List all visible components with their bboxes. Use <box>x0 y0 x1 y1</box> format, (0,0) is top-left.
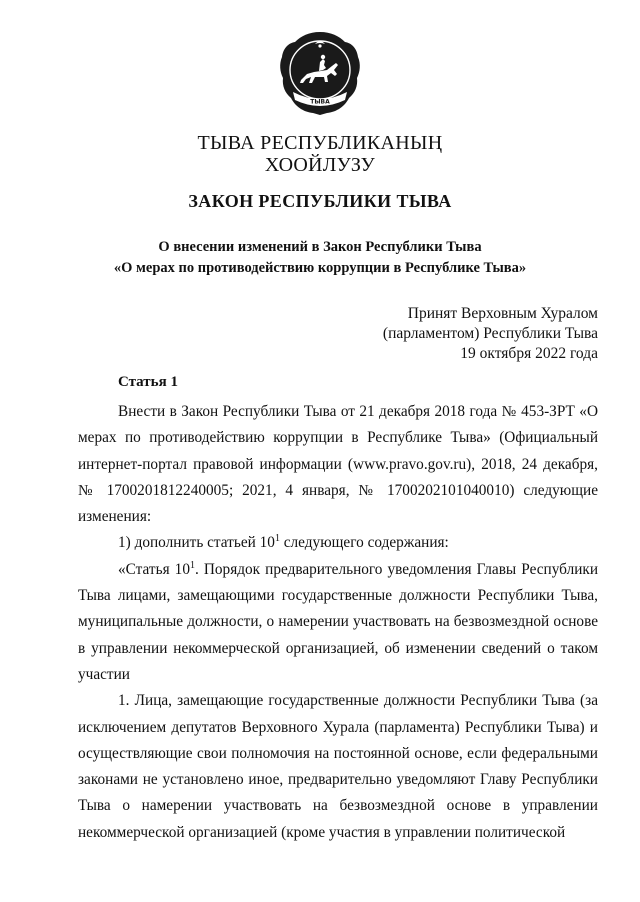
adoption-info <box>383 304 598 364</box>
law-subject-line2: «О мерах по противодействию коррупции в Республике Тыва» <box>113 260 527 276</box>
parliament-name <box>0 132 640 176</box>
new-article-title: «Статья $10^1$. Порядок предварительного уведомления Главы Республики Тыва лицами, замещающими государственные должности Республики Тыва, муниципальные должности, о намерении участвовать на безвозмездной основе в управлении некоммерческой организацией, об изменении сведений о таком участии <box>78 559 599 683</box>
parliament-name-line1: ТЫВА РЕСПУБЛИКАНЫҢ <box>197 132 443 154</box>
amendment-item-1: 1) дополнить статьей $10^1$ следующего содержания: <box>118 533 449 552</box>
article-body <box>78 399 598 846</box>
clause-1: 1. Лица, замещающие государственные должности Республики Тыва (за исключением депутатов Верховного Хурала (парламента) Республики Тыва) и осуществляющие свои полномочия на постоянной основе, если федеральными законами не установлено иное, предварительно уведомляют Главу Республики Тыва о намерении участвовать на безвозмездной основе в управлении некоммерческой организацией (кроме участия в управлении политической <box>78 692 598 841</box>
article-intro: Внести в Закон Республики Тыва от 21 декабря 2018 года № 453-ЗРТ «О мерах по противодействию коррупции в Республике Тыва» (Официальный интернет-портал правовой информации (www.pravo.gov.ru), 2018, 24 декабря, № 1700201812240005; 2021, 4 января, № 1700202101040010) следующие изменения: <box>78 403 598 526</box>
adoption-line3: 19 октября 2022 года <box>460 345 598 362</box>
adoption-line1: Принят Верховным Хуралом <box>407 305 598 322</box>
adoption-line2: (парламентом) Республики Тыва <box>382 325 598 342</box>
svg-text:ТЫВА: ТЫВА <box>310 98 330 106</box>
article-heading: Статья 1 <box>118 374 178 390</box>
law-subject-line1: О внесении изменений в Закон Республики Тыва <box>158 239 482 255</box>
parliament-name-line2: ХООЙЛУЗУ <box>264 154 376 176</box>
law-subject <box>0 237 640 279</box>
tuva-coat-of-arms-icon <box>279 30 361 116</box>
law-title: ЗАКОН РЕСПУБЛИКИ ТЫВА <box>188 191 452 211</box>
